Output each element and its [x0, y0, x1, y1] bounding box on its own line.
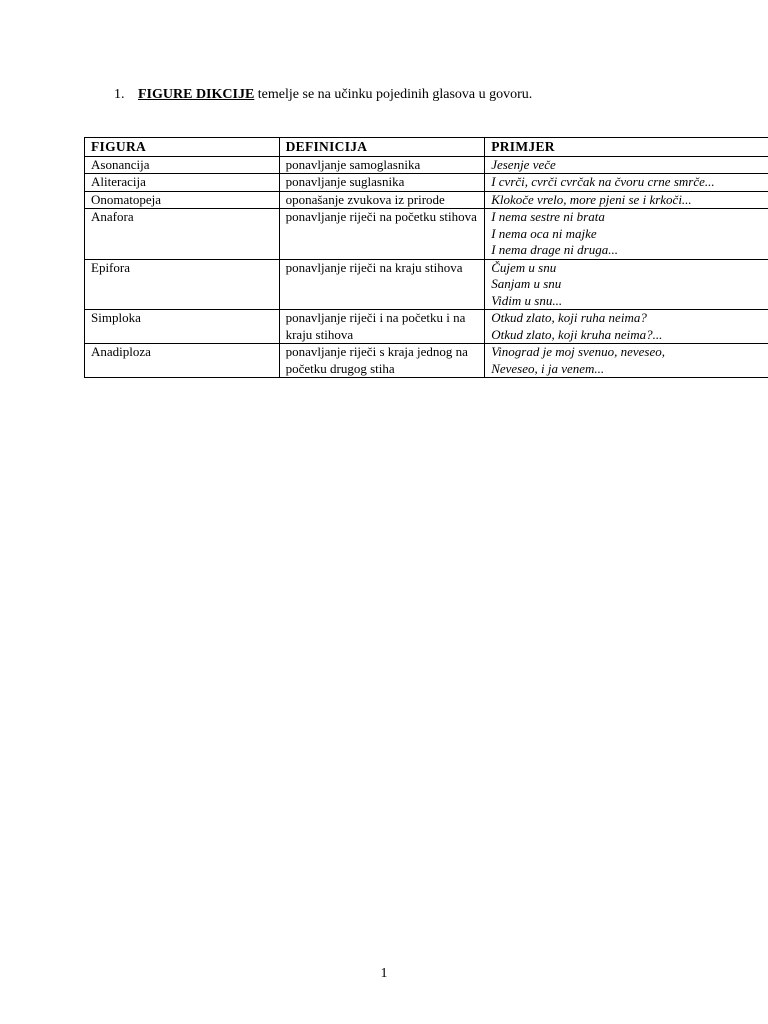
table-header-row — [85, 138, 768, 157]
example-line: Klokoče vrelo, more pjeni se i krkoči... — [491, 191, 692, 207]
table-row — [85, 174, 768, 192]
example-line: Vidim u snu... — [491, 292, 563, 308]
figure-example — [485, 310, 768, 344]
figure-example — [485, 209, 768, 260]
figure-definition: ponavljanje riječi na kraju stihova — [279, 259, 485, 310]
figure-name: Anafora — [85, 209, 280, 260]
heading-text: temelje se na učinku pojedinih glasova u govoru. — [254, 87, 533, 102]
example-line: Čujem u snu — [491, 259, 557, 275]
figure-name: Epifora — [85, 259, 280, 310]
figure-example — [485, 174, 768, 192]
heading-bold-term: FIGURE DIKCIJE — [138, 87, 255, 102]
figure-example — [485, 344, 768, 378]
column-header-figura: FIGURA — [85, 138, 280, 157]
figure-name: Simploka — [85, 310, 280, 344]
figures-table — [84, 137, 768, 378]
example-line: I cvrči, cvrči cvrčak na čvoru crne smrče... — [491, 174, 715, 189]
figure-example — [485, 156, 768, 174]
table-row — [85, 156, 768, 174]
figure-name: Aliteracija — [85, 174, 280, 192]
figure-name: Asonancija — [85, 156, 280, 174]
figure-name: Onomatopeja — [85, 191, 280, 209]
section-heading — [114, 86, 532, 104]
example-line: Sanjam u snu — [491, 276, 562, 291]
table-row — [85, 209, 768, 260]
example-line: Otkud zlato, koji kruha neima?... — [491, 326, 663, 342]
figure-definition: ponavljanje riječi na početku stihova — [279, 209, 485, 260]
heading-number: 1. — [114, 87, 125, 102]
example-line: Jesenje veče — [491, 156, 556, 172]
page-number: 1 — [380, 966, 388, 981]
figure-definition: ponavljanje riječi i na početku i na kraju stihova — [279, 310, 485, 344]
figure-definition: ponavljanje suglasnika — [279, 174, 485, 192]
example-line: Neveseo, i ja venem... — [491, 360, 605, 376]
table-row — [85, 310, 768, 344]
example-line: Vinograd je moj svenuo, neveseo, — [491, 344, 665, 359]
table-row — [85, 191, 768, 209]
example-line: I nema sestre ni brata — [491, 209, 605, 224]
figure-definition: ponavljanje samoglasnika — [279, 156, 485, 174]
example-line: I nema drage ni druga... — [491, 242, 618, 257]
figure-example — [485, 191, 768, 209]
figure-definition: oponašanje zvukova iz prirode — [279, 191, 485, 209]
figure-definition: ponavljanje riječi s kraja jednog na početku drugog stiha — [279, 344, 485, 378]
table-row — [85, 259, 768, 310]
column-header-primjer: PRIMJER — [485, 138, 768, 157]
example-line: I nema oca ni majke — [491, 225, 597, 241]
figure-example — [485, 259, 768, 310]
column-header-definicija: DEFINICIJA — [279, 138, 485, 157]
table-row — [85, 344, 768, 378]
example-line: Otkud zlato, koji ruha neima? — [491, 310, 647, 325]
figure-name: Anadiploza — [85, 344, 280, 378]
